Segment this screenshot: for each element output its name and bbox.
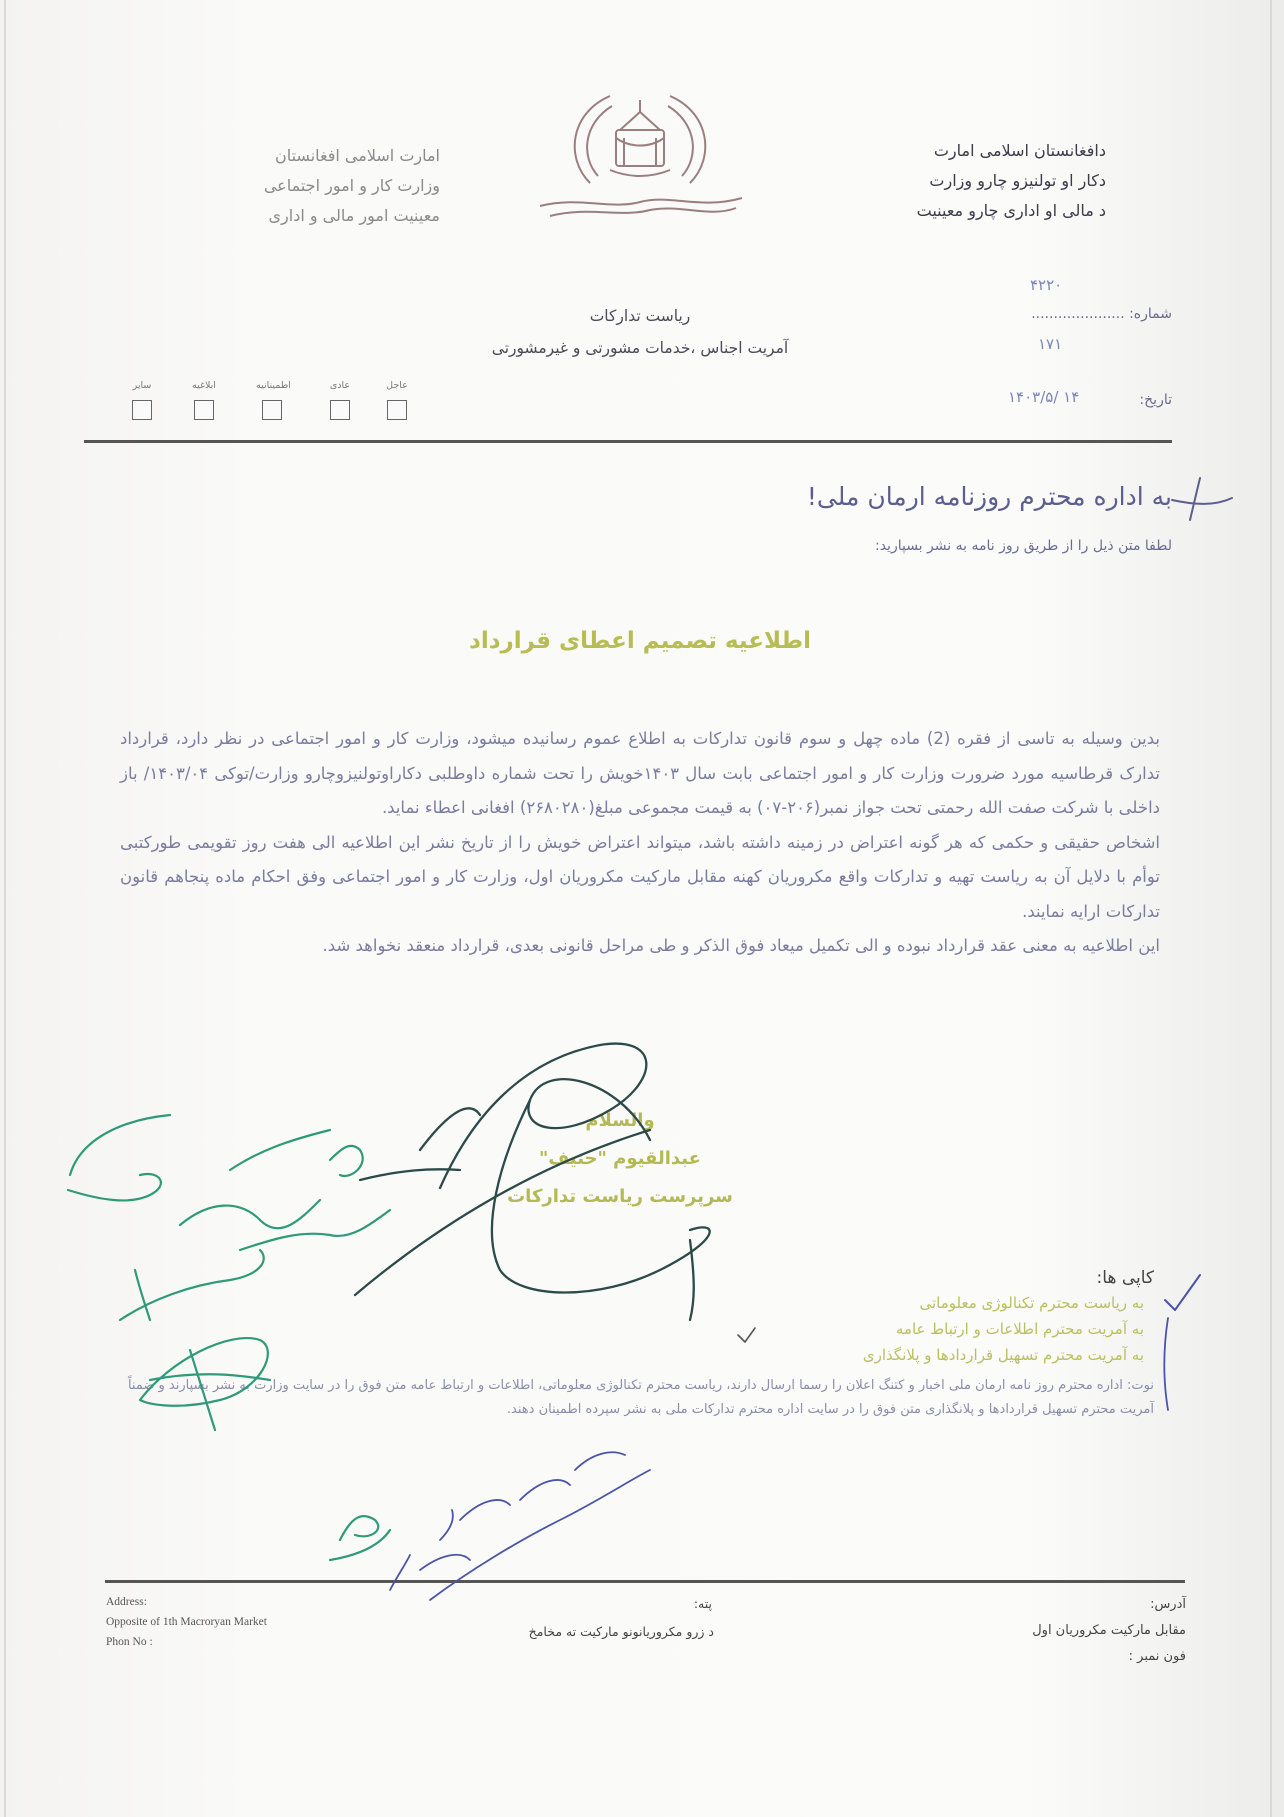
footer-pashto-label: پته: [693,1596,712,1611]
urgency-label: سایر [132,380,152,391]
number-label: شماره: ..................... [1031,306,1172,322]
header-right-line-2: دکار او تولنیزو چارو وزارت [929,171,1106,190]
copies-check-icon [1165,1275,1200,1310]
header-left-line-1: امارت اسلامی افغانستان [274,146,440,165]
department-line-1: ریاست تدارکات [589,307,691,325]
copies-note: نوت: اداره محترم روز نامه ارمان ملی اخبار و کتنگ اعلان را رسما ارسال دارند، ریاست محترم تکنالوژی معلوماتی، اطلاعات و ارتباط عامه متن فوق را در سایت وزارت به نشر بسپارند و ضمناً آمریت محترم تسهیل قراردادها و پلانگذاری متن فوق را در سایت اداره محترم تدارکات ملی به نشر سپرده اطمینان دهند. [127,1378,1154,1417]
footer-dari-line-1: آدرس: [1150,1597,1186,1612]
date-value: ۱۴۰۳/۵/ ۱۴ [1008,388,1080,406]
header-left-line-3: معینیت امور مالی و اداری [268,206,440,225]
copy-item: به آمریت محترم تسهیل قراردادها و پلانگذاری [862,1346,1144,1364]
publish-request: لطفا متن ذیل را از طریق روز نامه به نشر بسپارید: [874,538,1172,554]
handwritten-date-icon [390,1452,650,1600]
urgency-label: عاجل [386,380,408,391]
number-value-2: ۱۷۱ [1038,335,1063,353]
copies-bracket-icon [1164,1318,1168,1410]
footer-en-line-2: Opposite of 1th Macroryan Market [106,1616,267,1628]
salutation: به اداره محترم روزنامه ارمان ملی! [806,482,1172,511]
notice-paragraph-3: این اطلاعیه به معنی عقد قرارداد نبوده و الی تکمیل میعاد فوق الذکر و طی مراحل قانونی بعدی، قرارداد منعقد نخواهد شد. [322,936,1160,955]
signatory-name: عبدالقیوم "حنیف" [539,1148,701,1169]
footer-en-line-1: Address: [106,1596,147,1608]
date-label: تاریخ: [1139,392,1172,408]
urgency-label: اطمینانیه [256,380,291,391]
footer-dari-line-2: مقابل مارکیت مکروریان اول [1032,1623,1186,1638]
handwritten-annotation-icon [68,1115,390,1560]
signature-icon [355,1044,710,1320]
urgency-label: ابلاغیه [192,380,216,391]
header-right-line-1: دافغانستان اسلامی امارت [933,141,1106,160]
number-value-1: ۴۲۲۰ [1030,276,1063,294]
copy-item: به ریاست محترم تکنالوژی معلوماتی [919,1294,1144,1312]
header-left-line-2: وزارت کار و امور اجتماعی [263,176,440,195]
notice-paragraph-2: اشخاص حقیقی و حکمی که هر گونه اعتراض در زمینه داشته باشد، میتواند اعتراض خویش را از تاریخ نشر این اطلاعیه الی هفت روز تقویمی طورکتبی توأم با دلایل آن به ریاست تهیه و تدارکات واقع مکروریان کهنه مقابل مارکیت مکروریان اول، وزارت کار و امور اجتماعی وفق احکام ماده پنجاهم قانون تدارکات ارایه نمایند. [120,832,1160,921]
notice-paragraph-1: بدین وسیله به تاسی از فقره (2) ماده چهل و سوم قانون تدارکات به اطلاع عموم رسانیده میشود، وزارت کار و امور اجتماعی در نظر دارد، قرارداد تدارک قرطاسیه مورد ضرورت وزارت کار و امور اجتماعی بابت سال ۱۴۰۳خویش را تحت شماره داوطلبی دکاراوتولنیزوچارو وزارت/توکی ۱۴۰۳/۰۴/ باز داخلی با شرکت صفت الله رحمتی تحت جواز نمبر(۲۰۶-۰۷) به قیمت مجموعی مبلغ(۲۶۸۰۲۸۰) افغانی اعطاء نماید. [120,729,1161,817]
notice-title: اطلاعیه تصمیم اعطای قرارداد [469,628,811,654]
header-right-line-3: د مالی او اداری چارو معینیت [916,201,1106,220]
signatory-title: سرپرست ریاست تدارکات [507,1186,733,1207]
salutation-mark-icon [1172,478,1232,520]
copies-heading: کاپی ها: [1096,1268,1154,1288]
footer-dari-line-3: فون نمبر : [1128,1649,1186,1664]
urgency-label: عادی [329,380,351,391]
footer-en-line-3: Phon No : [106,1636,153,1648]
department-line-2: آمریت اجناس ،خدمات مشورتی و غیرمشورتی [491,339,789,357]
copy-item: به آمریت محترم اطلاعات و ارتباط عامه [895,1320,1144,1338]
closing-salam: والسلام [585,1110,655,1131]
footer-pashto-address: د زرو مکروریانونو مارکیت ته مخامخ [528,1624,714,1639]
check-mark-icon [738,1328,755,1342]
